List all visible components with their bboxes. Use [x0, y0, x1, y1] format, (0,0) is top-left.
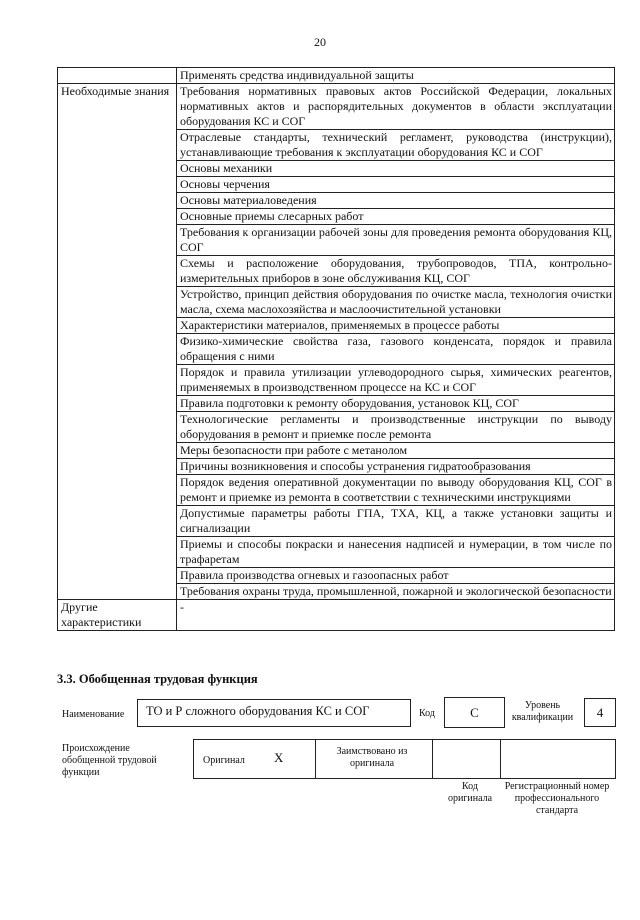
- original-label: Оригинал: [203, 755, 245, 766]
- level-box: [584, 698, 616, 727]
- knowledge-item: Причины возникновения и способы устранения гидратообразования: [177, 459, 615, 475]
- empty-label-cell: [58, 68, 177, 84]
- knowledge-item: Основные приемы слесарных работ: [177, 209, 615, 225]
- level-value: 4: [596, 705, 604, 720]
- name-value: ТО и Р сложного оборудования КС и СОГ: [146, 704, 370, 718]
- page-number: 20: [314, 35, 326, 49]
- table-row: [58, 68, 615, 84]
- knowledge-item: Основы материаловедения: [177, 193, 615, 209]
- name-box: [137, 699, 411, 727]
- origin-code-label: Код оригинала: [447, 781, 493, 804]
- section-title: 3.3. Обобщенная трудовая функция: [57, 672, 258, 686]
- knowledge-item: Физико-химические свойства газа, газового конденсата, порядок и правила обращения с ними: [177, 334, 615, 365]
- code-label: Код: [419, 708, 435, 719]
- knowledge-item: Правила производства огневых и газоопасных работ: [177, 568, 615, 584]
- knowledge-item: Схемы и расположение оборудования, трубопроводов, ТПА, контрольно-измерительных приборов в зоне обслуживания КЦ, СОГ: [177, 256, 615, 287]
- table-row: [58, 600, 615, 631]
- borrowed-label: Заимствовано из оригинала: [336, 746, 408, 769]
- knowledge-item: Меры безопасности при работе с метанолом: [177, 443, 615, 459]
- knowledge-table: [57, 67, 615, 631]
- knowledge-item: Требования к организации рабочей зоны для проведения ремонта оборудования КЦ, СОГ: [177, 225, 615, 256]
- knowledge-item: Приемы и способы покраски и нанесения надписей и нумерации, в том числе по трафаретам: [177, 537, 615, 568]
- knowledge-item: Требования нормативных правовых актов Российской Федерации, локальных нормативных актов и распорядительных документов в области эксплуатации оборудования КС и СОГ: [177, 84, 615, 130]
- knowledge-item: Порядок и правила утилизации углеводородного сырья, химических реагентов, применяемых в производственном процессе на КС и СОГ: [177, 365, 615, 396]
- knowledge-item: Допустимые параметры работы ГПА, ТХА, КЦ, а также установки защиты и сигнализации: [177, 506, 615, 537]
- knowledge-label: Необходимые знания: [58, 84, 177, 600]
- knowledge-item: Основы черчения: [177, 177, 615, 193]
- other-label: Другие характеристики: [58, 600, 177, 631]
- knowledge-item: Основы механики: [177, 161, 615, 177]
- knowledge-item: Требования охраны труда, промышленной, пожарной и экологической безопасности: [177, 584, 615, 600]
- level-label: Уровень квалификации: [511, 700, 574, 723]
- knowledge-item: Характеристики материалов, применяемых в процессе работы: [177, 318, 615, 334]
- knowledge-item: Порядок ведения оперативной документации по выводу оборудования КЦ, СОГ в ремонт и приемке из ремонта в соответствии с техническими инструкциями: [177, 475, 615, 506]
- knowledge-item: Правила подготовки к ремонту оборудования, установок КЦ, СОГ: [177, 396, 615, 412]
- knowledge-item: Технологические регламенты и производственные инструкции по выводу оборудования в ремонт и приемке после ремонта: [177, 412, 615, 443]
- origin-label: Происхождение обобщенной трудовой функции: [62, 743, 157, 778]
- original-mark: X: [274, 750, 284, 765]
- code-box: [444, 697, 505, 728]
- code-value: С: [470, 705, 479, 720]
- knowledge-item: Отраслевые стандарты, технический регламент, руководства (инструкции), устанавливающие требования к эксплуатации оборудования КС и СОГ: [177, 130, 615, 161]
- knowledge-item: Устройство, принцип действия оборудования по очистке масла, технология очистки масла, схема маслохозяйства и маслоочистительной установки: [177, 287, 615, 318]
- reg-number-label: Регистрационный номер профессионального стандарта: [504, 781, 610, 816]
- other-value: -: [177, 600, 615, 631]
- skill-cell: Применять средства индивидуальной защиты: [177, 68, 615, 84]
- table-row: [58, 84, 615, 130]
- name-label: Наименование: [62, 709, 125, 720]
